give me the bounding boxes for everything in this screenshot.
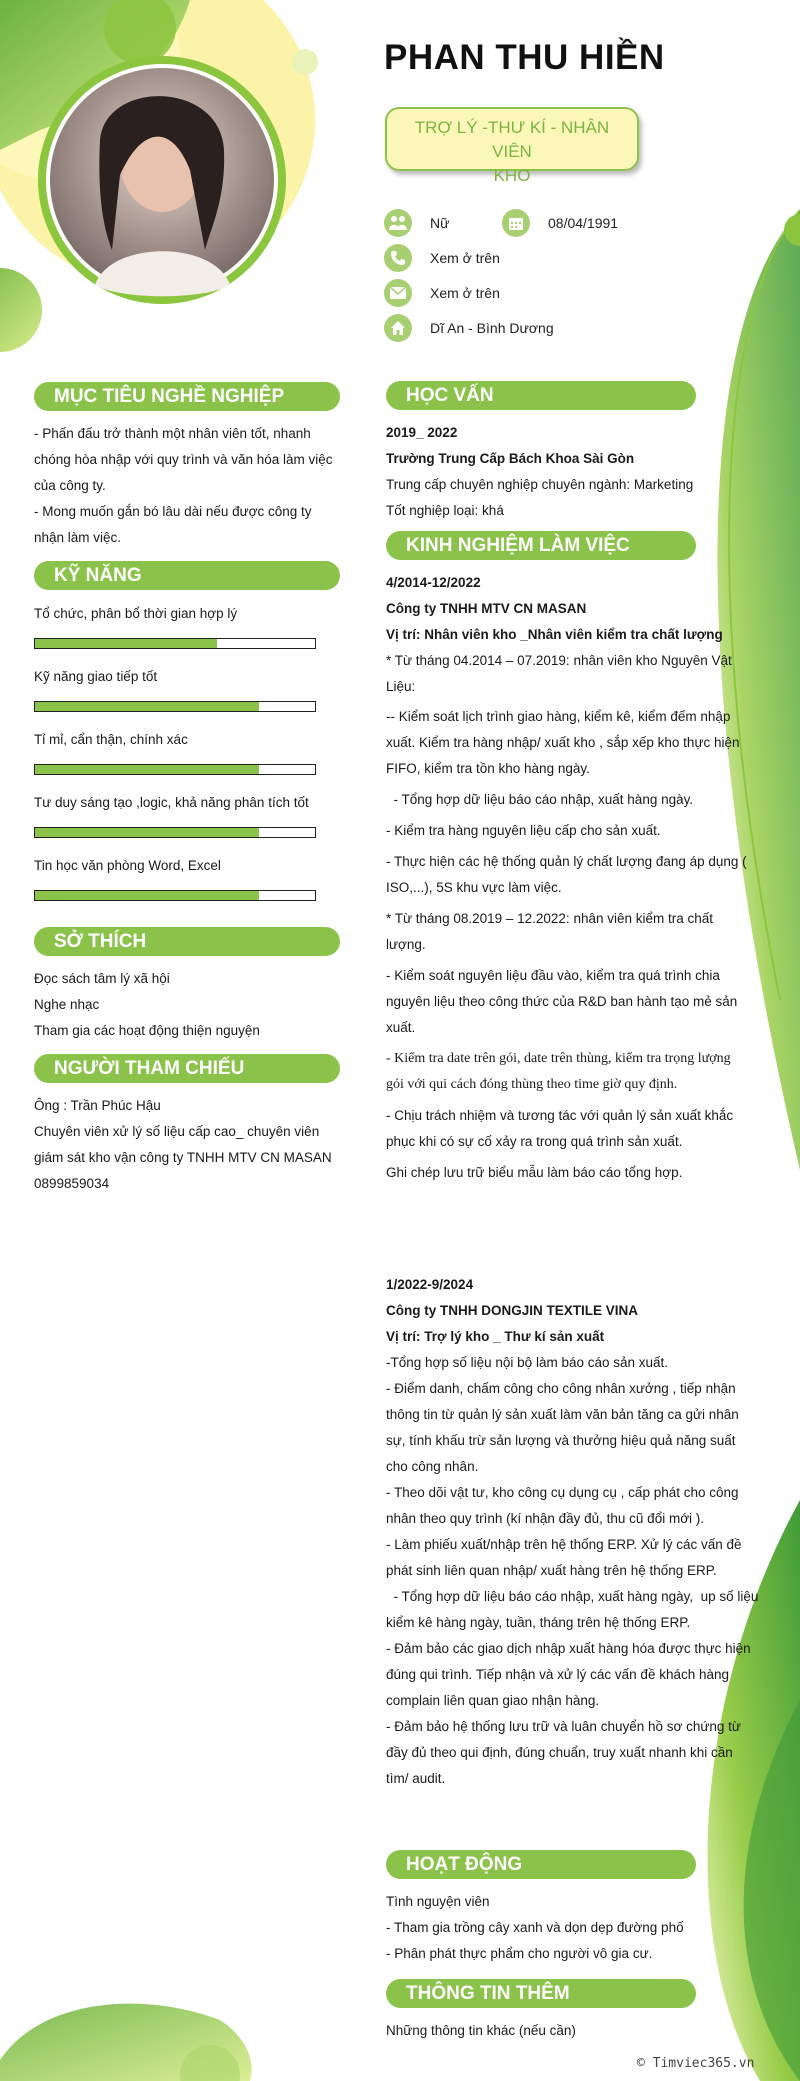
experience-heading: KINH NGHIỆM LÀM VIỆC: [386, 531, 696, 560]
job2-line: nhân theo quy trình (kí nhận đầy đủ, thu cũ đổi mới ).: [386, 1511, 705, 1526]
watermark: © Timviec365.vn: [637, 2056, 755, 2071]
skill-item: [34, 856, 316, 901]
references-text: [34, 1093, 354, 1197]
skill-item: [34, 604, 316, 649]
job2-line: đầy đủ theo qui định, đúng chuẩn, truy xuất nhanh khi cần: [386, 1745, 733, 1760]
job-title-line1: TRỢ LÝ -THƯ KÍ - NHÂN VIÊN: [414, 118, 610, 161]
skill-bar: [34, 827, 316, 838]
job1-line: - Kiểm tra hàng nguyên liệu cấp cho sản xuất.: [386, 823, 661, 838]
job1-line: Liệu:: [386, 679, 416, 694]
education-line: Trung cấp chuyên nghiệp chuyên ngành: Marketing: [386, 477, 694, 492]
education-heading: HỌC VẤN: [386, 381, 696, 410]
hobby-item: Nghe nhạc: [34, 997, 100, 1012]
activity-line: - Phân phát thực phẩm cho người vô gia cư.: [386, 1946, 653, 1961]
skill-bar: [34, 701, 316, 712]
hobbies-text: [34, 966, 344, 1044]
job2-line: sự, tính khấu trừ sản lượng và thưởng hiệu quả năng suất: [386, 1433, 736, 1448]
objective-line: nhận làm việc.: [34, 530, 122, 545]
skill-bar: [34, 764, 316, 775]
job1-line: -- Kiểm soát lịch trình giao hàng, kiểm kê, kiểm đếm nhập: [386, 709, 731, 724]
calendar-icon: [502, 209, 530, 237]
skill-item: [34, 667, 316, 712]
job1-line: xuất.: [386, 1020, 416, 1035]
objective-heading: MỤC TIÊU NGHỀ NGHIỆP: [34, 382, 340, 411]
job1-line: - Thực hiện các hệ thống quản lý chất lượng đang áp dụng (: [386, 854, 747, 869]
skill-bar-fill: [35, 828, 259, 837]
reference-line: Chuyên viên xử lý số liệu cấp cao_ chuyên viên: [34, 1124, 320, 1139]
job-title-box: [385, 107, 639, 185]
skill-bar-fill: [35, 765, 259, 774]
job2-line: - Đảm bảo các giao dịch nhập xuất hàng hóa được thực hiện: [386, 1641, 751, 1656]
birthday-text: 08/04/1991: [548, 215, 619, 231]
skill-item: [34, 730, 316, 775]
skill-bar: [34, 890, 316, 901]
job1-line: nguyên liệu theo công thức của R&D ban hành tạo mẻ sản: [386, 994, 738, 1009]
job2-company: Công ty TNHH DONGJIN TEXTILE VINA: [386, 1303, 639, 1318]
education-school: Trường Trung Cấp Bách Khoa Sài Gòn: [386, 451, 635, 466]
gender-text: Nữ: [430, 215, 450, 231]
reference-line: Ông : Trần Phúc Hậu: [34, 1098, 161, 1113]
address-text: Dĩ An - Bình Dương: [430, 320, 554, 336]
job2-line: - Theo dõi vật tư, kho công cụ dụng cụ , cấp phát cho công: [386, 1485, 739, 1500]
job2-line: - Đảm bảo hệ thống lưu trữ và luân chuyển hồ sơ chứng từ: [386, 1719, 741, 1734]
job2-line: -Tổng hợp số liệu nội bộ làm báo cáo sản xuất.: [386, 1355, 669, 1370]
activities-heading: HOẠT ĐỘNG: [386, 1850, 696, 1879]
mail-icon: [384, 279, 412, 307]
skill-name: Tư duy sáng tạo ,logic, khả năng phân tích tốt: [34, 795, 309, 810]
extra-info-heading: THÔNG TIN THÊM: [386, 1979, 696, 2008]
job1-line: - Chịu trách nhiệm và tương tác với quản lý sản xuất khắc: [386, 1108, 734, 1123]
extra-info-text: [386, 2018, 766, 2044]
activity-line: - Tham gia trồng cây xanh và dọn dẹp đường phố: [386, 1920, 684, 1935]
hobby-item: Tham gia các hoạt động thiện nguyện: [34, 1023, 260, 1038]
job2-line: - Làm phiếu xuất/nhập trên hệ thống ERP. Xử lý các vấn đề: [386, 1537, 742, 1552]
skill-name: Kỹ năng giao tiếp tốt: [34, 669, 158, 684]
job2-line: kiểm kê hàng ngày, tuần, tháng trên hệ thống ERP.: [386, 1615, 691, 1630]
skill-bar-fill: [35, 639, 217, 648]
email-text: Xem ở trên: [430, 285, 500, 301]
job1-company: Công ty TNHH MTV CN MASAN: [386, 601, 587, 616]
candidate-name: PHAN THU HIỀN: [384, 38, 665, 77]
references-heading: NGƯỜI THAM CHIẾU: [34, 1054, 340, 1083]
birthday-row: [502, 209, 618, 237]
objective-line: - Phấn đấu trở thành một nhân viên tốt, nhanh: [34, 426, 311, 441]
objective-text: [34, 421, 344, 551]
job1-line: - Kiểm tra date trên gói, date trên thùng, kiểm tra trọng lượng: [386, 1051, 731, 1066]
job2-period: 1/2022-9/2024: [386, 1277, 474, 1292]
job1-line: phục khi có sự cố xảy ra trong quá trình sản xuất.: [386, 1134, 683, 1149]
job1-position: Vị trí: Nhân viên kho _Nhân viên kiểm tra chất lượng: [386, 627, 723, 642]
home-icon: [384, 314, 412, 342]
education-text: [386, 420, 766, 524]
skill-bar-fill: [35, 891, 259, 900]
job2-position: Vị trí: Trợ lý kho _ Thư kí sản xuất: [386, 1329, 605, 1344]
skill-name: Tổ chức, phân bổ thời gian hợp lý: [34, 606, 238, 621]
objective-line: của công ty.: [34, 478, 106, 493]
job2-line: phát sinh liên quan nhập/ xuất hàng trên hệ thống ERP.: [386, 1563, 717, 1578]
gender-row: [384, 209, 449, 237]
job2-line: tìm/ audit.: [386, 1771, 446, 1786]
experience-job1: [386, 570, 766, 1186]
hobbies-heading: SỞ THÍCH: [34, 927, 340, 956]
job1-line: - Tổng hợp dữ liệu báo cáo nhập, xuất hàng ngày.: [386, 792, 694, 807]
reference-line: giám sát kho vận công ty TNHH MTV CN MASAN: [34, 1150, 332, 1165]
job2-line: - Tổng hợp dữ liệu báo cáo nhập, xuất hàng ngày, up số liệu: [386, 1589, 759, 1604]
job1-period: 4/2014-12/2022: [386, 575, 481, 590]
job1-line: xuất. Kiểm tra hàng nhập/ xuất kho , sắp xếp kho thực hiện: [386, 735, 740, 750]
skill-bar: [34, 638, 316, 649]
skill-name: Tin học văn phòng Word, Excel: [34, 858, 221, 873]
job-title-line2: KHO: [493, 166, 531, 185]
activity-line: Tình nguyện viên: [386, 1894, 490, 1909]
skill-bar-fill: [35, 702, 259, 711]
phone-icon: [384, 244, 412, 272]
phone-row: [384, 244, 500, 272]
skill-name: Tỉ mỉ, cẩn thận, chính xác: [34, 732, 188, 747]
email-row: [384, 279, 500, 307]
job2-line: - Điểm danh, chấm công cho công nhân xưởng , tiếp nhận: [386, 1381, 736, 1396]
job1-line: - Kiểm soát nguyên liệu đầu vào, kiểm tra quá trình chia: [386, 968, 720, 983]
skill-item: [34, 793, 316, 838]
job1-line: gói với qui cách đóng thùng theo time giờ quy định.: [386, 1077, 678, 1092]
skills-heading: KỸ NĂNG: [34, 561, 340, 590]
address-row: [384, 314, 554, 342]
people-icon: [384, 209, 412, 237]
job1-line: FIFO, kiểm tra tồn kho hàng ngày.: [386, 761, 590, 776]
education-line: Tốt nghiệp loại: khá: [386, 503, 504, 518]
job1-line: ISO,...), 5S khu vực làm việc.: [386, 880, 562, 895]
job2-line: đúng qui trình. Tiếp nhận và xử lý các vấn đề khách hàng: [386, 1667, 730, 1682]
extra-info-line: Những thông tin khác (nếu cần): [386, 2023, 576, 2038]
activities-text: [386, 1889, 766, 1967]
reference-line: 0899859034: [34, 1176, 110, 1191]
job2-line: complain liên quan giao nhận hàng.: [386, 1693, 600, 1708]
job2-line: cho công nhân.: [386, 1459, 479, 1474]
hobby-item: Đọc sách tâm lý xã hội: [34, 971, 170, 986]
job1-line: * Từ tháng 04.2014 – 07.2019: nhân viên kho Nguyên Vật: [386, 653, 732, 668]
education-period: 2019_ 2022: [386, 425, 458, 440]
job1-line: * Từ tháng 08.2019 – 12.2022: nhân viên kiểm tra chất: [386, 911, 714, 926]
job1-line: lượng.: [386, 937, 426, 952]
objective-line: - Mong muốn gắn bó lâu dài nếu được công ty: [34, 504, 312, 519]
phone-text: Xem ở trên: [430, 250, 500, 266]
objective-line: chóng hòa nhập với quy trình và văn hóa làm việc: [34, 452, 333, 467]
experience-job2: [386, 1272, 766, 1792]
job1-line: Ghi chép lưu trữ biểu mẫu làm báo cáo tổng hợp.: [386, 1165, 683, 1180]
job2-line: thông tin từ quản lý sản xuất làm văn bản tăng ca gửi nhân: [386, 1407, 739, 1422]
